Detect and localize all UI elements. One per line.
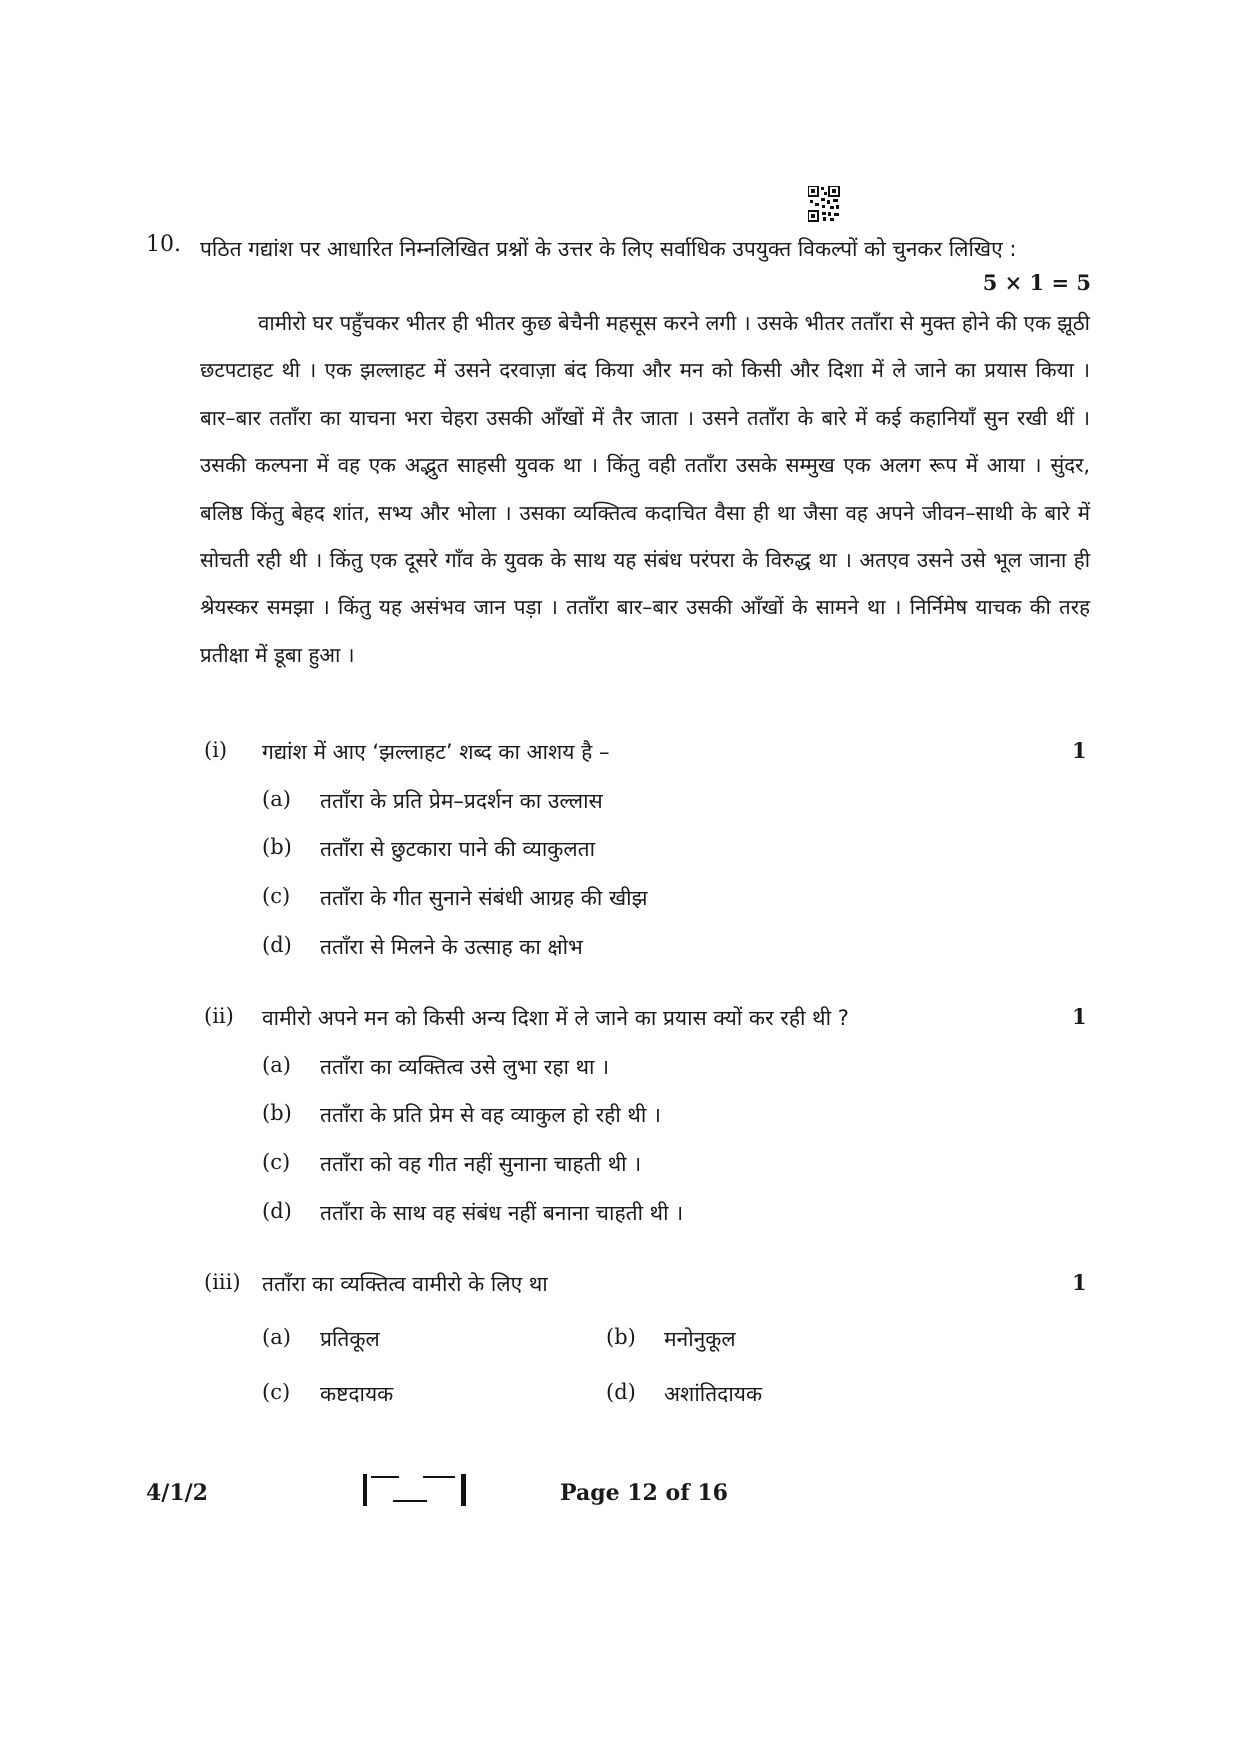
- option-label: (c): [262, 1380, 291, 1404]
- option-text: तताँरा से छुटकारा पाने की व्याकुलता: [320, 837, 596, 861]
- subquestion-stem: वामीरो अपने मन को किसी अन्य दिशा में ले जाने का प्रयास क्यों कर रही थी ?: [262, 1006, 849, 1030]
- option-label: (b): [606, 1325, 636, 1349]
- option-label: (a): [262, 1053, 291, 1077]
- option-text: तताँरा के साथ वह संबंध नहीं बनाना चाहती थी ।: [320, 1201, 684, 1225]
- option-text: अशांतिदायक: [664, 1382, 763, 1406]
- passage-text: वामीरो घर पहुँचकर भीतर ही भीतर कुछ बेचैनी महसूस करने लगी । उसके भीतर तताँरा से मुक्त होने की एक झूठी छटपटाहट थी । एक झल्लाहट में उसने दरवाज़ा बंद किया और मन को किसी और दिशा में ले जाने का प्रयास किया । बार–बार तताँरा का याचना भरा चेहरा उसकी आँखों में तैर जाता । उसने तताँरा के बारे में कई कहानियाँ सुन रखी थीं । उसकी कल्पना में वह एक अद्भुत साहसी युवक था । किंतु वही तताँरा उसके सम्मुख एक अलग रूप में आया । सुंदर, बलिष्ठ किंतु बेहद शांत, सभ्य और भोला । उसका व्यक्तित्व कदाचित वैसा ही था जैसा वह अपने जीवन–साथी के बारे में सोचती रही थी । किंतु एक दूसरे गाँव के युवक के साथ यह संबंध परंपरा के विरुद्ध था । अतएव उसने उसे भूल जाना ही श्रेयस्कर समझा । किंतु यह असंभव जान पड़ा । तताँरा बार–बार उसकी आँखों के सामने था । निर्निमेष याचक की तरह प्रतीक्षा में डूबा हुआ ।: [200, 311, 1090, 667]
- subquestion-mark: 1: [1072, 1004, 1087, 1029]
- option-text: प्रतिकूल: [320, 1327, 380, 1351]
- subquestion-mark: 1: [1072, 738, 1087, 763]
- barcode-icon: [363, 1474, 467, 1506]
- option-label: (c): [262, 1150, 291, 1174]
- option-text: कष्टदायक: [320, 1382, 394, 1406]
- option-text: तताँरा से मिलने के उत्साह का क्षोभ: [320, 935, 583, 959]
- subquestion-mark: 1: [1072, 1270, 1087, 1295]
- qr-code-icon: [808, 186, 840, 222]
- option-label: (d): [262, 933, 292, 957]
- subquestion-stem: गद्यांश में आए ‘झल्लाहट’ शब्द का आशय है –: [262, 740, 610, 764]
- option-text: तताँरा के गीत सुनाने संबंधी आग्रह की खीझ: [320, 886, 648, 910]
- option-text: तताँरा को वह गीत नहीं सुनाना चाहती थी ।: [320, 1152, 642, 1176]
- option-label: (a): [262, 1325, 291, 1349]
- option-text: तताँरा के प्रति प्रेम–प्रदर्शन का उल्लास: [320, 789, 603, 813]
- option-text: तताँरा का व्यक्तित्व उसे लुभा रहा था ।: [320, 1055, 610, 1079]
- subquestion-number: (iii): [204, 1270, 241, 1294]
- paper-code: 4/1/2: [146, 1480, 208, 1506]
- subquestion-number: (i): [204, 738, 228, 762]
- subquestion-number: (ii): [204, 1004, 234, 1028]
- option-label: (c): [262, 884, 291, 908]
- option-text: मनोनुकूल: [664, 1327, 736, 1351]
- option-label: (b): [262, 1101, 292, 1125]
- question-marks: 5 × 1 = 5: [982, 270, 1091, 295]
- passage-block: [200, 300, 1090, 679]
- page-number: Page 12 of 16: [560, 1480, 728, 1506]
- option-label: (d): [606, 1380, 636, 1404]
- option-text: तताँरा के प्रति प्रेम से वह व्याकुल हो रही थी ।: [320, 1103, 661, 1127]
- option-label: (b): [262, 835, 292, 859]
- question-number: 10.: [146, 232, 181, 257]
- question-instruction: पठित गद्यांश पर आधारित निम्नलिखित प्रश्नों के उत्तर के लिए सर्वाधिक उपयुक्त विकल्पों को चुनकर लिखिए :: [200, 237, 1017, 261]
- subquestion-stem: तताँरा का व्यक्तित्व वामीरो के लिए था: [262, 1272, 548, 1296]
- option-label: (a): [262, 787, 291, 811]
- option-label: (d): [262, 1199, 292, 1223]
